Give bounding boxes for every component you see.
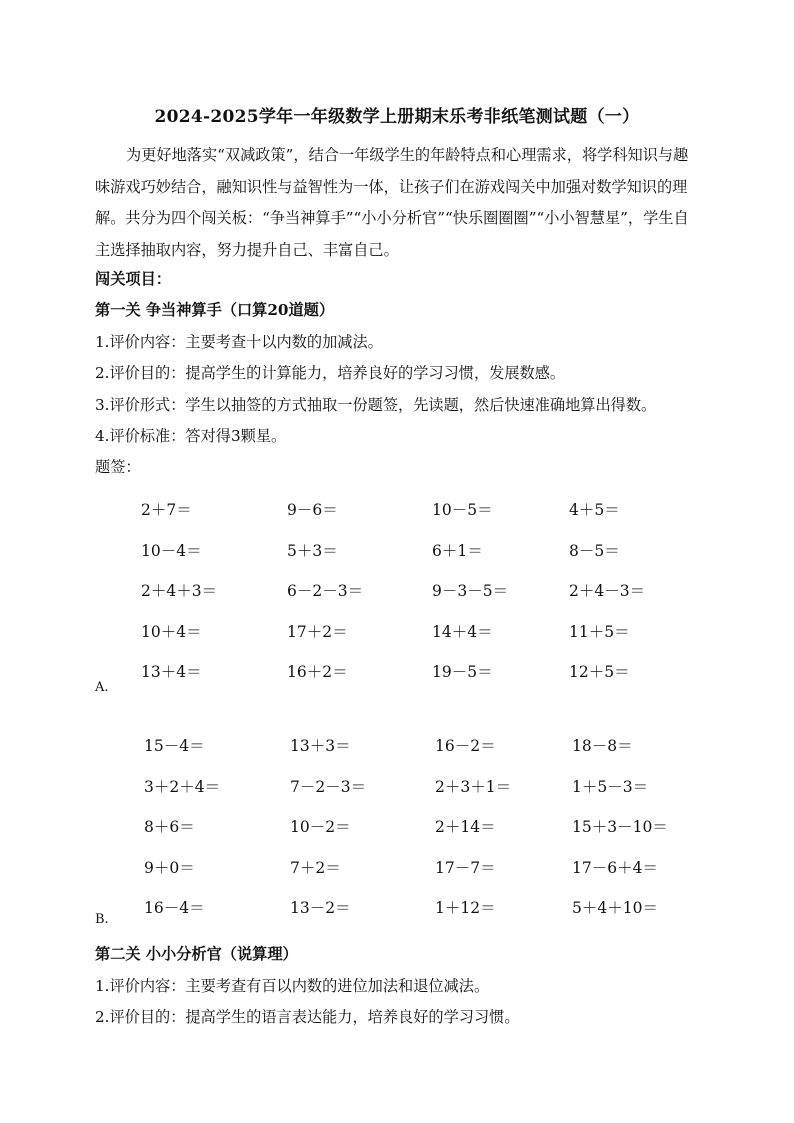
question-item: 2＋14＝ (435, 818, 496, 837)
question-item: 13＋3＝ (290, 737, 351, 755)
question-item: 5＋3＝ (287, 541, 338, 560)
question-item: 13－2＝ (290, 899, 351, 918)
question-item: 8＋6＝ (144, 818, 195, 837)
page-title: 2024-2025学年一年级数学上册期末乐考非纸笔测试题（一） (154, 107, 640, 127)
level2-heading: 第二关 小小分析官（说算理） (95, 945, 298, 963)
question-item: 16＋2＝ (287, 663, 348, 682)
question-item: 2＋7＝ (141, 501, 192, 519)
question-item: 2＋4－3＝ (569, 582, 646, 601)
question-item: 12＋5＝ (569, 663, 630, 682)
question-item: 16－2＝ (435, 737, 496, 755)
question-item: 2＋3＋1＝ (435, 777, 512, 796)
question-item: 5＋4＋10＝ (572, 899, 658, 918)
level1-item-content: 1.评价内容：主要考查十以内数的加减法。 (95, 333, 383, 351)
section-heading: 闯关项目： (95, 270, 171, 288)
slips-label: 题签： (95, 458, 141, 476)
question-item: 19－5＝ (432, 663, 493, 682)
set-b-label: B. (95, 912, 109, 927)
question-item: 14＋4＝ (432, 622, 493, 641)
question-item: 10－5＝ (432, 501, 493, 519)
question-item: 9－3－5＝ (432, 582, 509, 601)
question-item: 15－4＝ (144, 737, 205, 755)
question-item: 8－5＝ (569, 541, 620, 560)
level1-item-purpose: 2.评价目的：提高学生的计算能力，培养良好的学习习惯，发展数感。 (95, 364, 566, 382)
question-item: 3＋2＋4＝ (144, 777, 221, 796)
question-item: 10－4＝ (141, 541, 202, 560)
question-item: 9－6＝ (287, 501, 338, 519)
level1-heading: 第一关 争当神算手（口算20道题） (95, 301, 335, 319)
question-item: 2＋4＋3＝ (141, 582, 218, 601)
question-item: 6＋1＝ (432, 541, 483, 560)
level2-item-purpose: 2.评价目的：提高学生的语言表达能力，培养良好的学习习惯。 (95, 1008, 520, 1026)
question-item: 1＋5－3＝ (572, 777, 649, 796)
question-item: 10＋4＝ (141, 622, 202, 641)
question-item: 9＋0＝ (144, 858, 195, 877)
question-item: 10－2＝ (290, 818, 351, 837)
question-item: 17＋2＝ (287, 622, 348, 641)
level2-item-content: 1.评价内容：主要考查有百以内数的进位加法和退位减法。 (95, 977, 490, 995)
intro-paragraph: 为更好地落实“双减政策”，结合一年级学生的年龄特点和心理需求，将学科知识与趣味游戏巧妙结合，融知识性与益智性为一体，让孩子们在游戏闯关中加强对数学知识的理解。共分为四个闯关板：“争当神算手”“小小分析官”“快乐圈圈圈”“小小智慧星”，学生自主选择抽取内容，努力提升自己、丰富自己。 (95, 146, 689, 259)
question-item: 17－7＝ (435, 858, 496, 877)
question-item: 7＋2＝ (290, 858, 341, 877)
level1-item-standard: 4.评价标准：答对得3颗星。 (95, 427, 287, 445)
question-item: 15＋3－10＝ (572, 818, 668, 837)
level1-item-form: 3.评价形式：学生以抽签的方式抽取一份题签，先读题，然后快速准确地算出得数。 (95, 396, 657, 414)
set-a-label: A. (95, 680, 109, 695)
question-item: 16－4＝ (144, 899, 205, 918)
question-item: 6－2－3＝ (287, 582, 364, 601)
question-item: 18－8＝ (572, 737, 633, 755)
question-item: 11＋5＝ (569, 622, 630, 641)
question-item: 1＋12＝ (435, 899, 496, 918)
question-item: 7－2－3＝ (290, 777, 367, 796)
question-item: 13＋4＝ (141, 663, 202, 682)
question-item: 17－6＋4＝ (572, 858, 658, 877)
question-item: 4＋5＝ (569, 501, 620, 519)
